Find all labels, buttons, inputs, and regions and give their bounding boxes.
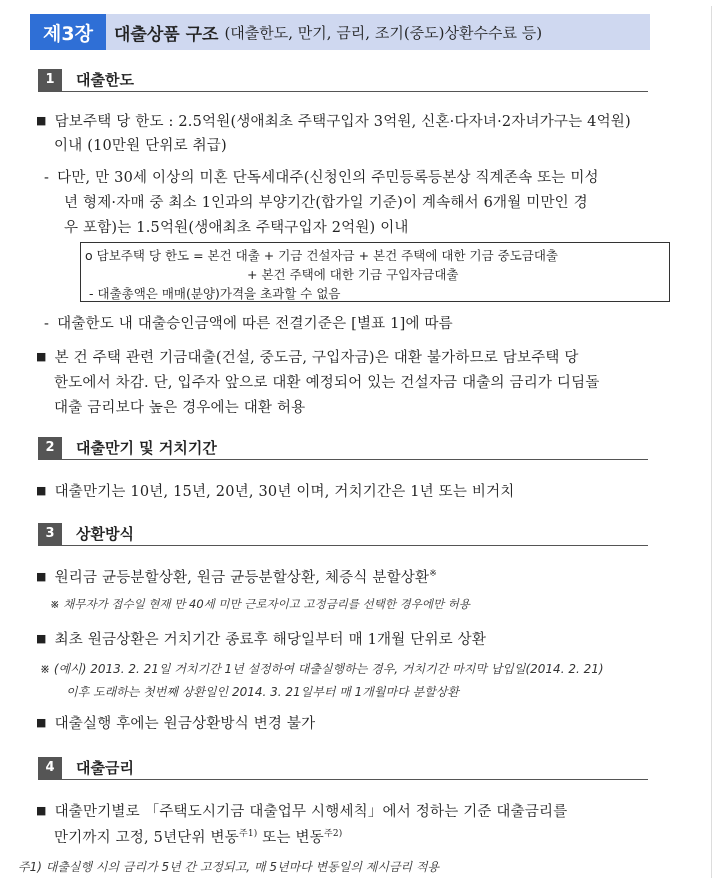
section-number: 3 — [38, 523, 62, 545]
bullet-icon: ■ — [36, 484, 47, 497]
s1-bullet-2-line-2: 한도에서 차감. 단, 입주자 앞으로 대환 예정되어 있는 건설자금 대출의 금리가 디딤돌 — [54, 375, 600, 391]
box-line-3: - 대출총액은 매매(분양)가격을 초과할 수 없음 — [89, 286, 341, 301]
chapter-title — [106, 14, 650, 50]
chapter-title-sub: (대출한도, 만기, 금리, 조기(중도)상환수수료 등) — [224, 23, 543, 42]
s1-bullet-1-line-2: 이내 (10만원 단위로 취급) — [54, 138, 227, 154]
s1-dash-2: - 대출한도 내 대출승인금액에 따른 전결기준은 [별표 1]에 따름 — [44, 316, 453, 332]
s3-bullet-3: ■ 대출실행 후에는 원금상환방식 변경 불가 — [36, 716, 316, 732]
section-title: 대출금리 — [76, 759, 134, 777]
section-1-header — [38, 68, 648, 92]
bullet-icon: ■ — [36, 570, 47, 583]
bullet-icon: ■ — [36, 804, 47, 817]
s1-bullet-1-line-1: ■ 담보주택 당 한도 : 2.5억원(생애최초 주택구입자 3억원, 신혼·다자녀·2자녀가구는 4억원) — [36, 114, 631, 130]
section-4-header — [38, 756, 648, 780]
s4-footnote-1: 주1) 대출실행 시의 금리가 5년 간 고정되고, 매 5년마다 변동일의 제시금리 적용 — [18, 860, 440, 874]
s3-note-2-line-2: 이후 도래하는 첫번째 상환일인 2014. 3. 21일부터 매 1개월마다 분할상환 — [66, 685, 459, 699]
bullet-icon: ■ — [36, 632, 47, 645]
s1-bullet-2-line-3: 대출 금리보다 높은 경우에는 대환 허용 — [54, 400, 306, 416]
bullet-icon: ■ — [36, 716, 47, 729]
s1-bullet-2-line-1: ■ 본 건 주택 관련 기금대출(건설, 중도금, 구입자금)은 대환 불가하므로 담보주택 당 — [36, 350, 579, 366]
chapter-badge: 제3장 — [30, 14, 106, 50]
footnote-ref-2: 주2) — [323, 829, 343, 840]
s3-note-1: ※ 채무자가 접수일 현재 만 40세 미만 근로자이고 고정금리를 선택한 경우에만 허용 — [50, 597, 470, 611]
box-line-1: o 담보주택 당 한도 = 본건 대출 + 기금 건설자금 + 본건 주택에 대한 기금 중도금대출 — [85, 248, 558, 263]
section-title: 대출한도 — [76, 71, 134, 89]
bullet-icon: ■ — [36, 350, 47, 363]
section-title: 대출만기 및 거치기간 — [76, 439, 217, 457]
s2-bullet-1: ■ 대출만기는 10년, 15년, 20년, 30년 이며, 거치기간은 1년 또는 비거치 — [36, 484, 515, 500]
bullet-icon: ■ — [36, 114, 47, 127]
s3-bullet-1: ■ 원리금 균등분할상환, 원금 균등분할상환, 체증식 분할상환※ — [36, 569, 437, 586]
chapter-header — [30, 14, 650, 50]
note-mark: ※ — [429, 569, 437, 580]
section-number: 2 — [38, 437, 62, 459]
section-number: 4 — [38, 757, 62, 779]
s1-dash-1-line-3: 우 포함)는 1.5억원(생애최초 주택구입자 2억원) 이내 — [64, 220, 409, 236]
limit-formula-box — [80, 242, 670, 302]
section-number: 1 — [38, 69, 62, 91]
section-title: 상환방식 — [76, 525, 134, 543]
s1-dash-1-line-1: - 다만, 만 30세 이상의 미혼 단독세대주(신청인의 주민등록등본상 직계존속 또는 미성 — [44, 170, 599, 186]
footnote-ref-1: 주1) — [238, 829, 258, 840]
document-page — [8, 6, 712, 878]
section-3-header — [38, 522, 648, 546]
section-2-header — [38, 436, 648, 460]
s3-bullet-2: ■ 최초 원금상환은 거치기간 종료후 해당일부터 매 1개월 단위로 상환 — [36, 632, 487, 648]
chapter-title-main: 대출상품 구조 — [114, 24, 219, 45]
s4-bullet-1-line-1: ■ 대출만기별로 「주택도시기금 대출업무 시행세칙」에서 정하는 기준 대출금리를 — [36, 804, 568, 820]
s1-dash-1-line-2: 년 형제·자매 중 최소 1인과의 부양기간(합가일 기준)이 계속해서 6개월 미만인 경 — [64, 195, 588, 211]
s3-note-2-line-1: ※ (예시) 2013. 2. 21일 거치기간 1년 설정하여 대출실행하는 경우, 거치기간 마지막 납입일(2014. 2. 21) — [40, 662, 604, 676]
s4-bullet-1-line-2: 만기까지 고정, 5년단위 변동$^{주1)}$ 또는 변동$^{주2)}$ — [54, 829, 343, 846]
box-line-2: + 본건 주택에 대한 기금 구입자금대출 — [247, 267, 459, 282]
